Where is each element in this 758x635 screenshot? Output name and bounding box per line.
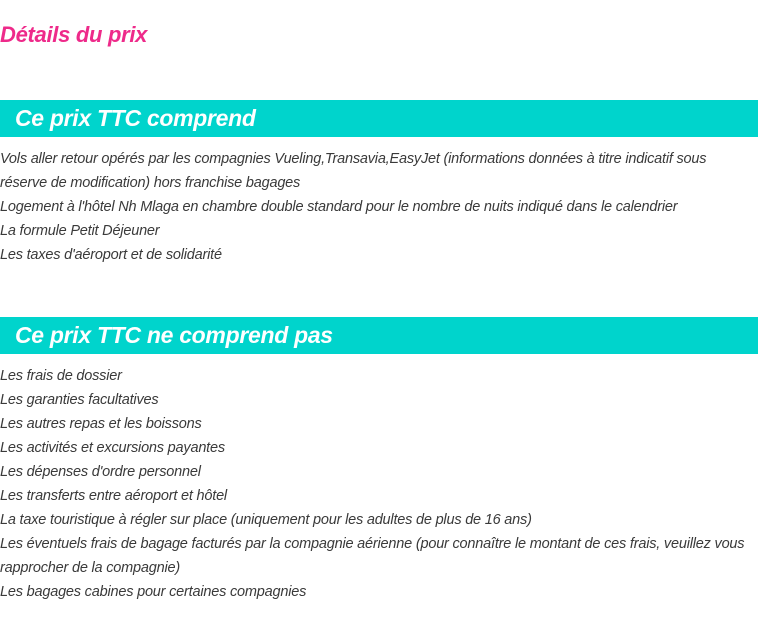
list-item: Les activités et excursions payantes bbox=[0, 440, 225, 456]
list-item: Les taxes d'aéroport et de solidarité bbox=[0, 247, 222, 263]
included-section bbox=[0, 100, 758, 267]
included-header: Ce prix TTC comprend bbox=[0, 100, 758, 137]
list-item: Les dépenses d'ordre personnel bbox=[0, 464, 201, 480]
list-item: La formule Petit Déjeuner bbox=[0, 223, 160, 239]
excluded-list bbox=[0, 364, 758, 604]
list-item: Les éventuels frais de bagage facturés par la compagnie aérienne (pour connaître le montant de ces frais, veuillez vous rapprocher de la compagnie) bbox=[0, 536, 745, 576]
list-item: Les garanties facultatives bbox=[0, 392, 159, 408]
list-item: Vols aller retour opérés par les compagnies Vueling,Transavia,EasyJet (informations données à titre indicatif sous réserve de modification) hors franchise bagages bbox=[0, 151, 707, 191]
list-item: Les autres repas et les boissons bbox=[0, 416, 202, 432]
list-item: Les bagages cabines pour certaines compagnies bbox=[0, 584, 307, 600]
included-list bbox=[0, 147, 758, 267]
list-item: La taxe touristique à régler sur place (uniquement pour les adultes de plus de 16 ans) bbox=[0, 512, 532, 528]
list-item: Logement à l'hôtel Nh Mlaga en chambre double standard pour le nombre de nuits indiqué dans le calendrier bbox=[0, 199, 678, 215]
excluded-header: Ce prix TTC ne comprend pas bbox=[0, 317, 758, 354]
list-item: Les frais de dossier bbox=[0, 368, 122, 384]
list-item: Les transferts entre aéroport et hôtel bbox=[0, 488, 227, 504]
excluded-section bbox=[0, 317, 758, 604]
page-title: Détails du prix bbox=[0, 22, 148, 47]
